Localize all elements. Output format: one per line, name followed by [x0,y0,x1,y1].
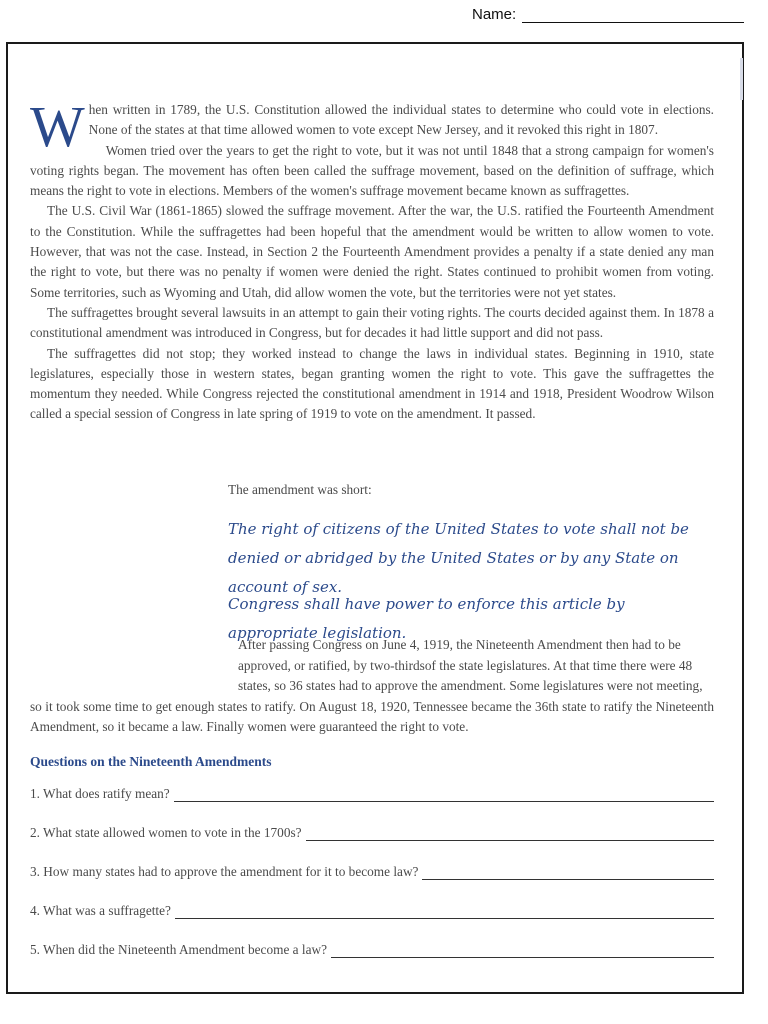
question-3 [30,858,714,880]
paragraph-6 [30,635,714,738]
questions-title: Questions on the Nineteenth Amendments [30,754,272,769]
name-label: Name: [472,6,517,23]
question-4-text: 4. What was a suffragette? [30,903,171,918]
paragraph-1 [30,94,714,159]
paragraph-2: Women tried over the years to get the right to vote, but it was not until 1848 that a strong campaign for women's voting rights began. The movement has often been called the suffrage movement, based on the definition of suffrage, which means the right to vote in elections. Members of the women's suffrage movement became known as suffragettes. [30,142,714,199]
name-line[interactable] [522,22,744,23]
answer-line-2[interactable] [306,826,714,841]
paragraph-1-text: hen written in 1789, the U.S. Constitution allowed the individual states to determine who could vote in elections. None of the states at that time allowed women to vote except New Jersey, and it revoked this right in 1807. [88,102,714,138]
drop-cap: W [30,94,85,159]
quote-intro: The amendment was short: [228,482,372,497]
answer-line-4[interactable] [175,904,714,919]
decorative-rule [740,58,743,100]
answer-line-3[interactable] [422,865,714,880]
question-1 [30,780,714,802]
question-4 [30,897,714,919]
paragraph-4: The suffragettes brought several lawsuits in an attempt to gain their voting rights. The courts decided against them. In 1878 a constitutional amendment was introduced in Congress, but for decades it had little support and did not pass. [30,304,714,341]
paragraph-6-line-2: approved, or ratified, by two-thirdsof the state legislatures. At that time there were 48 [238,657,693,673]
question-3-text: 3. How many states had to approve the amendment for it to become law? [30,864,419,879]
question-2 [30,819,714,841]
amendment-section-1: The right of citizens of the United States to vote shall not be denied or abridged by the United States or by any State on account of sex. [228,520,689,596]
answer-line-1[interactable] [174,787,714,802]
paragraph-6-rest: so it took some time to get enough states to ratify. On August 18, 1920, Tennessee became the 36th state to ratify the Nineteenth Amendment, so it became a law. Finally women were guaranteed the right to vote. [30,698,714,735]
paragraph-6-line-3: states, so 36 states had to approve the amendment. Some legislatures were not meeting, [238,678,703,694]
question-1-text: 1. What does ratify mean? [30,786,170,801]
amendment-section-2: Congress shall have power to enforce this article by appropriate legislation. [228,595,625,642]
frame-tab [6,37,240,42]
question-5-text: 5. When did the Nineteenth Amendment become a law? [30,942,327,957]
question-2-text: 2. What state allowed women to vote in the 1700s? [30,825,302,840]
paragraph-5: The suffragettes did not stop; they worked instead to change the laws in individual states. Beginning in 1910, state legislatures, especially those in western states, began granting women the right to vote. This gave the suffragettes the momentum they needed. While Congress rejected the constitutional amendment in 1914 and 1918, President Woodrow Wilson called a special session of Congress in late spring of 1919 to vote on the amendment. It passed. [30,345,714,422]
article-body [30,94,714,425]
answer-line-5[interactable] [331,943,714,958]
paragraph-3: The U.S. Civil War (1861-1865) slowed the suffrage movement. After the war, the U.S. ratified the Fourteenth Amendment to the Constitution. While the suffragettes had been hopeful that the amendment would be written to allow women to vote. However, that was not the case. Instead, in Section 2 the Fourteenth Amendment provides a penalty if a state denied any man the right to vote, but there was no penalty if women were denied the right. States continued to prohibit women from voting. Some territories, such as Wyoming and Utah, did allow women the vote, but the territories were not yet states. [30,203,714,300]
question-5 [30,936,714,958]
name-field[interactable] [472,4,744,26]
paragraph-6-line-1: After passing Congress on June 4, 1919, the Nineteenth Amendment then had to be [238,637,681,652]
